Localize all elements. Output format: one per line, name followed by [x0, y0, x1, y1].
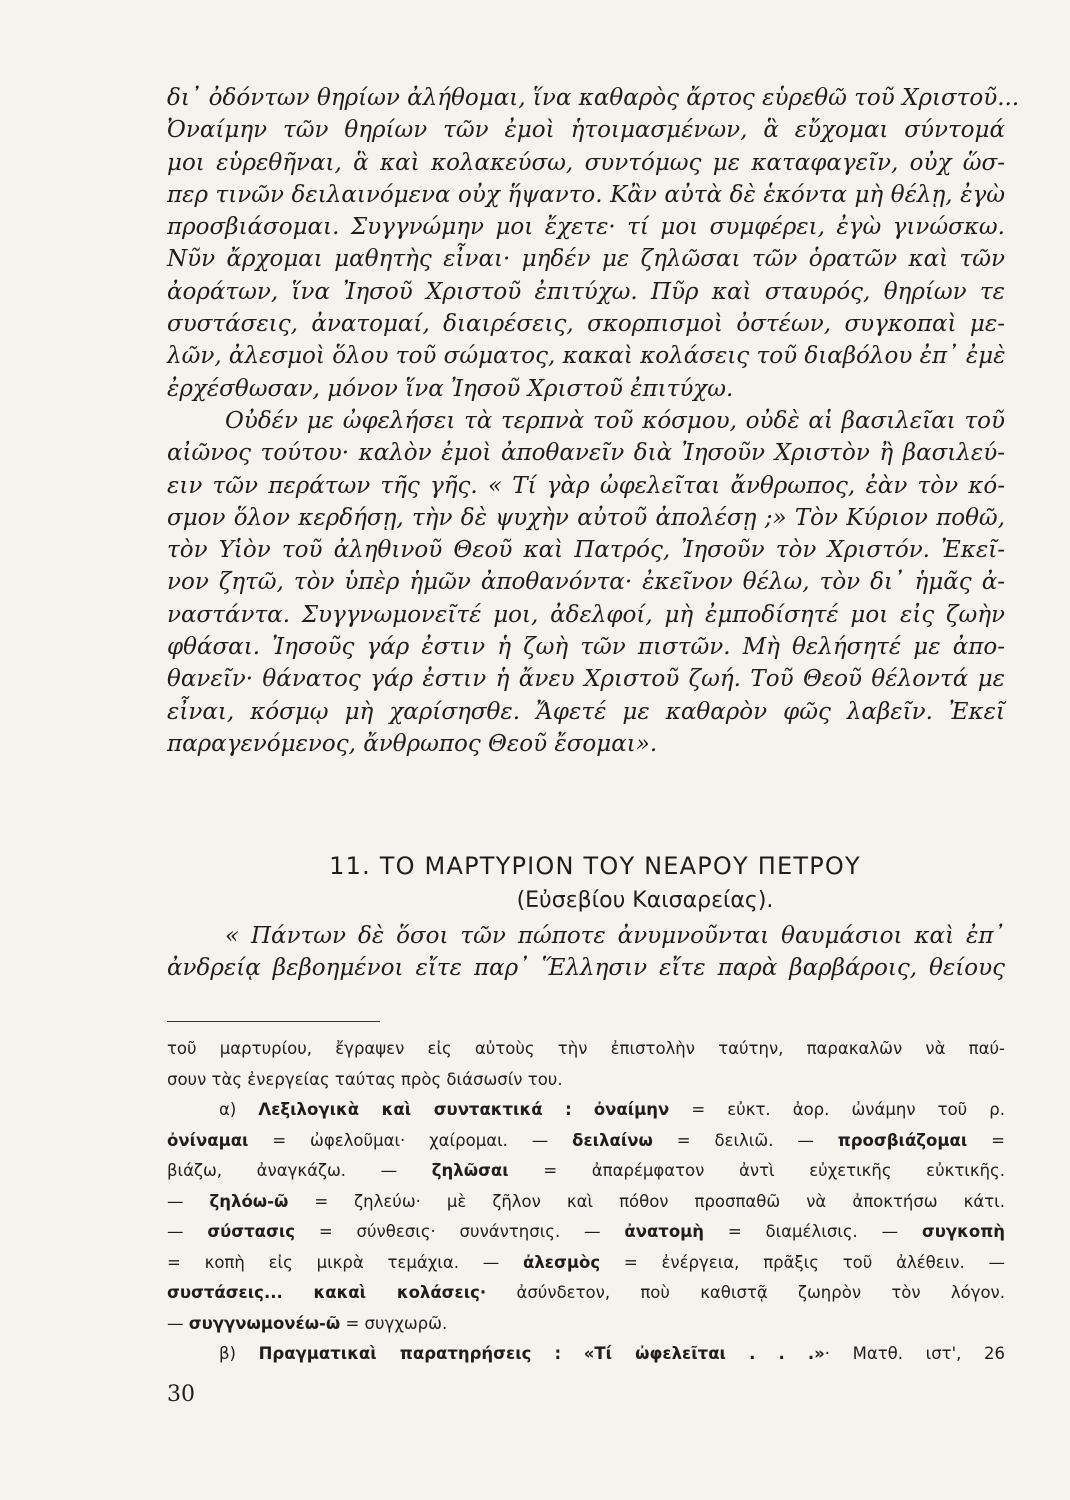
note-term: ἀνατομὴ	[624, 1222, 705, 1241]
text-line: δι᾽ ὀδόντων θηρίων ἀλήθομαι, ἵνα καθαρὸς ἄρτος εὑρεθῶ τοῦ Χριστοῦ...	[167, 85, 1020, 111]
note-term: δειλαίνω	[572, 1130, 653, 1150]
text-line: τὸν Υἱὸν τοῦ ἀληθινοῦ Θεοῦ καὶ Πατρός, Ἰησοῦν τὸν Χριστόν. Ἐκεῖ-	[167, 537, 1005, 564]
main-text	[167, 82, 1020, 760]
note-def: =	[967, 1130, 1006, 1150]
note-term: ἀλεσμὸς	[523, 1252, 601, 1272]
page-number: 30	[167, 1382, 195, 1407]
text-line: Ὀναίμην τῶν θηρίων τῶν ἐμοὶ ἡτοιμασμένων, ἃ εὔχομαι σύντομά	[167, 117, 1005, 144]
note-def: = συγχωρῶ.	[340, 1313, 448, 1333]
text-line: ἐρχέσθωσαν, μόνον ἵνα Ἰησοῦ Χριστοῦ ἐπιτύχω.	[167, 375, 734, 402]
note-line	[167, 1156, 1005, 1187]
note-def: = δειλιῶ. —	[652, 1130, 838, 1150]
note-term: ὀνίναμαι	[167, 1130, 249, 1150]
note-def: ἀσύνδετον, ποὺ καθιστᾷ ζωηρὸν τὸν λόγον.	[486, 1283, 1006, 1302]
note-label: β)	[219, 1344, 236, 1363]
note-heading: Λεξιλογικὰ καὶ συντακτικά :	[258, 1100, 572, 1119]
text-line: σμον ὅλον κερδήσῃ, τὴν δὲ ψυχὴν αὐτοῦ ἀπολέσῃ ;» Τὸν Κύριον ποθῶ,	[167, 504, 1005, 531]
text-line: θανεῖν· θάνατος γάρ ἐστιν ἡ ἄνευ Χριστοῦ ζωή. Τοῦ Θεοῦ θέλοντά με	[167, 666, 1005, 693]
note-term: συγγνωμονέω-ῶ	[188, 1313, 341, 1333]
footnotes	[167, 1034, 1005, 1370]
text-line: Οὐδέν με ὠφελήσει τὰ τερπνὰ τοῦ κόσμου, οὐδὲ αἱ βασιλεῖαι τοῦ	[225, 407, 1005, 434]
note-def: = διαμέλισις. —	[704, 1222, 922, 1241]
text-line: « Πάντων δὲ ὅσοι τῶν πώποτε ἀνυμνοῦνται θαυμάσιοι καὶ ἐπ᾽	[225, 923, 1005, 949]
text-line: ἀνδρείᾳ βεβοημένοι εἴτε παρ᾽ Ἕλλησιν εἴτε παρὰ βαρβάροις, θείους	[167, 955, 1005, 982]
note-def: = ἀπαρέμφατον ἀντὶ εὐχετικῆς εὐκτικῆς.	[508, 1161, 1005, 1180]
note-line	[167, 1126, 1005, 1157]
note-line	[167, 1278, 1005, 1309]
note-term: ὀναίμην	[593, 1100, 670, 1119]
text-line: προσβιάσομαι. Συγγνώμην μοι ἔχετε· τί μοι συμφέρει, ἐγὼ γινώσκω.	[167, 214, 1005, 241]
section-author: (Εὐσεβίου Καισαρείας).	[516, 888, 774, 913]
note-term: προσβιάζομαι	[837, 1130, 968, 1150]
text-line: Νῦν ἄρχομαι μαθητὴς εἶναι· μηδέν με ζηλῶσαι τῶν ὁρατῶν καὶ τῶν	[167, 246, 1005, 273]
note-def: = ζηλεύω· μὲ ζῆλον καὶ πόθον προσπαθῶ νὰ ἀποκτήσω κάτι.	[288, 1191, 1005, 1211]
text-line: περ τινῶν δειλαινόμενα οὐχ ἥψαντο. Κἂν αὐτὰ δὲ ἑκόντα μὴ θέλῃ, ἐγὼ	[167, 181, 1005, 208]
footnote-divider	[167, 1021, 380, 1022]
note-line: — σύστασις = σύνθεσις· συνάντησις. — ἀνατομὴ = διαμέλισις. — συγκοπὴ	[167, 1222, 1006, 1241]
note-line: — συγγνωμονέω-ῶ = συγχωρῶ.	[167, 1313, 448, 1333]
note-line: τοῦ μαρτυρίου, ἔγραψεν εἰς αὐτοὺς τὴν ἐπιστολὴν ταύτην, παρακαλῶν νὰ παύ-	[167, 1039, 1005, 1058]
note-reference: · Ματθ. ιστ', 26	[824, 1344, 1005, 1363]
note-term: ζηλόω-ῶ	[209, 1191, 289, 1211]
text-line: παραγενόμενος, ἄνθρωπος Θεοῦ ἔσομαι».	[167, 730, 658, 757]
note-line	[167, 1248, 1005, 1279]
note-line: σουν τὰς ἐνεργείας ταύτας πρὸς διάσωσίν του.	[167, 1069, 563, 1089]
note-line	[167, 1095, 1005, 1126]
note-def: = εὐκτ. ἀορ. ὠνάμην τοῦ ρ.	[669, 1100, 1006, 1119]
note-def: = ὠφελοῦμαι· χαίρομαι. —	[248, 1130, 573, 1150]
section-text	[167, 920, 1005, 985]
note-term: ζηλῶσαι	[431, 1161, 509, 1180]
text-line: ναστάντα. Συγγνωμονεῖτέ μοι, ἀδελφοί, μὴ ἐμποδίσητέ μοι εἰς ζωὴν	[167, 601, 1005, 628]
text-line: συστάσεις, ἀνατομαί, διαιρέσεις, σκορπισμοὶ ὀστέων, συγκοπαὶ με-	[167, 311, 1005, 338]
text-line: μοι εὑρεθῆναι, ἃ καὶ κολακεύσω, συντόμως με καταφαγεῖν, οὐχ ὥσ-	[167, 149, 1005, 176]
note-heading: Πραγματικαὶ παρατηρήσεις :	[258, 1344, 562, 1363]
note-quote: «Τί ὠφελεῖται . . .»	[583, 1344, 825, 1363]
note-def: = κοπὴ εἰς μικρὰ τεμάχια. —	[167, 1252, 524, 1272]
note-line: — ζηλόω-ῶ = ζηλεύω· μὲ ζῆλον καὶ πόθον προσπαθῶ νὰ ἀποκτήσω κάτι.	[167, 1191, 1005, 1211]
text-line: λῶν, ἀλεσμοὶ ὅλου τοῦ σώματος, κακαὶ κολάσεις τοῦ διαβόλου ἐπ᾽ ἐμὲ	[167, 343, 1006, 370]
note-label: α)	[219, 1100, 237, 1119]
text-line: ειν τῶν περάτων τῆς γῆς. « Τί γὰρ ὠφελεῖται ἄνθρωπος, ἐὰν τὸν κό-	[167, 472, 1005, 499]
note-def: = σύνθεσις· συνάντησις. —	[295, 1222, 625, 1241]
note-def: = ἐνέργεια, πρᾶξις τοῦ ἀλέθειν. —	[600, 1252, 1005, 1272]
note-line	[167, 1339, 1005, 1370]
text-line: ἀοράτων, ἵνα Ἰησοῦ Χριστοῦ ἐπιτύχω. Πῦρ καὶ σταυρός, θηρίων τε	[167, 278, 1005, 305]
text-line: φθάσαι. Ἰησοῦς γάρ ἐστιν ἡ ζωὴ τῶν πιστῶν. Μὴ θελήσητέ με ἀπο-	[167, 634, 1005, 661]
text-line: εἶναι, κόσμῳ μὴ χαρίσησθε. Ἄφετέ με καθαρὸν φῶς λαβεῖν. Ἐκεῖ	[167, 698, 1005, 725]
section-title: 11. ΤΟ ΜΑΡΤΥΡΙΟΝ ΤΟΥ ΝΕΑΡΟΥ ΠΕΤΡΟΥ	[329, 852, 861, 880]
text-line: νον ζητῶ, τὸν ὑπὲρ ἡμῶν ἀποθανόντα· ἐκεῖνον θέλω, τὸν δι᾽ ἡμᾶς ἀ-	[167, 569, 1005, 596]
note-term: σύστασις	[207, 1222, 296, 1241]
text-line: αἰῶνος τούτου· καλὸν ἐμοὶ ἀποθανεῖν διὰ Ἰησοῦν Χριστὸν ἢ βασιλεύ-	[167, 440, 1005, 467]
note-term: συστάσεις... κακαὶ κολάσεις·	[167, 1283, 487, 1302]
note-term: συγκοπὴ	[921, 1222, 1006, 1241]
note-def: βιάζω, ἀναγκάζω. —	[167, 1161, 432, 1180]
